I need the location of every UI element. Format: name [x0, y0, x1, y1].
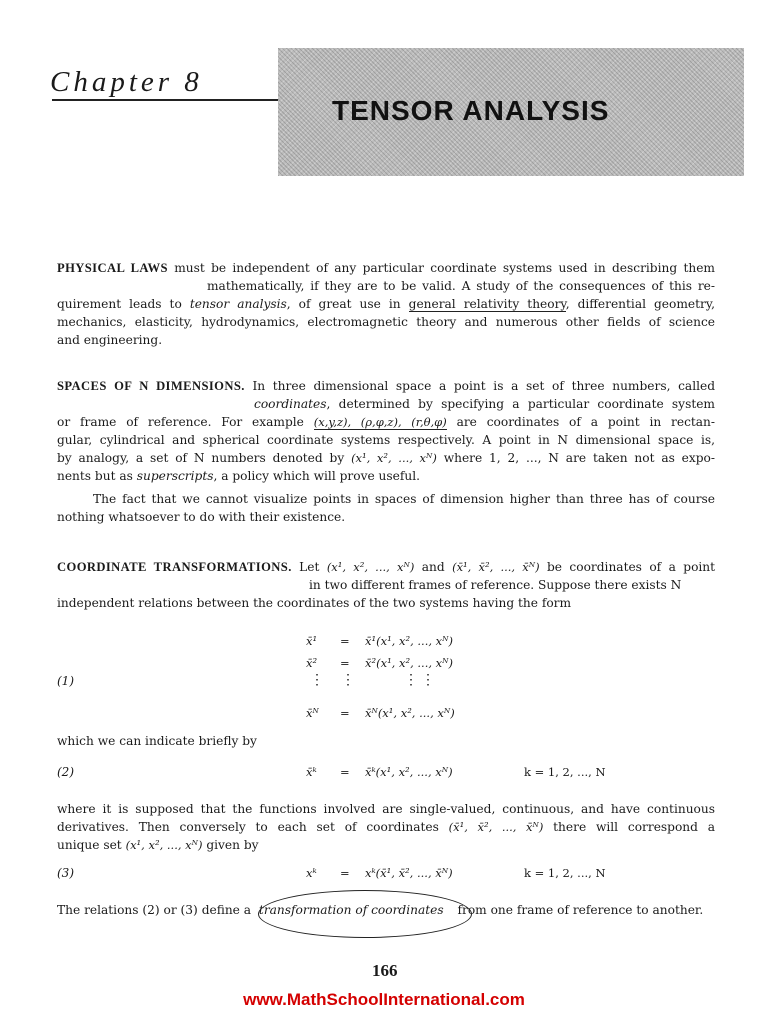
text-line: , determined by specifying a particular coordinate system [326, 397, 715, 411]
eq3-range: k = 1, 2, ..., N [524, 866, 606, 880]
spaces-paragraph-2 [57, 490, 715, 526]
text-line: where it is supposed that the functions involved are single-valued, continuous, and have continuous [57, 802, 715, 816]
eq1-lhs-1: x̄¹ [306, 634, 318, 648]
text-line: , of great use in [286, 297, 401, 311]
underlined-relativity: general relativity theory [408, 297, 566, 311]
term-transformation-of-coordinates: transformation of coordinates [258, 903, 444, 917]
eq2-rhs: x̄ᵏ(x¹, x², ..., xᴺ) [365, 765, 453, 779]
text-line: are coordinates of a point in rectan- [456, 415, 716, 429]
text-line: or frame of reference. For example [57, 415, 304, 429]
eq3-equals: = [340, 866, 350, 880]
text-line: nents but as [57, 469, 133, 483]
text-line: in two different frames of reference. Suppose there exists N [309, 578, 682, 592]
text-line: independent relations between the coordinates of the two systems having the form [57, 596, 572, 610]
text-line: must be independent of any particular coordinate systems used in describing them [174, 261, 715, 275]
text-line: there will correspond a [553, 820, 716, 834]
text-line: The fact that we cannot visualize points in spaces of dimension higher than three has of course [93, 492, 715, 506]
coordinate-transformations-paragraph [57, 558, 715, 612]
coordinate-transformations-heading: COORDINATE TRANSFORMATIONS. [57, 560, 292, 574]
eq1-rhs-1: x̄¹(x¹, x², ..., xᴺ) [365, 634, 453, 648]
vertical-ellipsis: ⋮ [341, 672, 355, 688]
text-line: where 1, 2, ..., N are taken not as expo- [443, 451, 716, 465]
eq3-rhs: xᵏ(x̄¹, x̄², ..., x̄ᴺ) [365, 866, 453, 880]
math-point-bar: (x̄¹, x̄², ..., x̄ᴺ) [448, 820, 544, 834]
eq1-rhs-2: x̄²(x¹, x², ..., xᴺ) [365, 656, 453, 670]
spaces-heading: SPACES OF N DIMENSIONS. [57, 379, 245, 393]
brief-text [57, 732, 715, 750]
vertical-ellipsis: ⋮ [421, 672, 435, 688]
text-line: by analogy, a set of N numbers denoted by [57, 451, 345, 465]
term-superscripts: superscripts [136, 469, 214, 483]
eq2-lhs: x̄ᵏ [306, 765, 317, 779]
text-line: mathematically, if they are to be valid. A study of the consequences of this re- [207, 279, 715, 293]
math-point: (x¹, x², ..., xᴺ) [326, 560, 415, 574]
eq3-lhs: xᵏ [306, 866, 317, 880]
eq1-rhs-n: x̄ᴺ(x¹, x², ..., xᴺ) [365, 706, 455, 720]
eq1-equals-1: = [340, 634, 350, 648]
chapter-label: Chapter 8 [50, 66, 203, 98]
equation-number-1: (1) [57, 674, 74, 688]
vertical-ellipsis: ⋮ [310, 672, 324, 688]
text-line: , a policy which will prove useful. [213, 469, 420, 483]
physical-laws-paragraph [57, 259, 715, 349]
term-coordinates: coordinates [254, 397, 327, 411]
math-point: (x¹, x², ..., xᴺ) [125, 838, 203, 852]
website-link[interactable]: www.MathSchoolInternational.com [243, 990, 525, 1009]
eq2-equals: = [340, 765, 350, 779]
eq2-range: k = 1, 2, ..., N [524, 765, 606, 779]
math-point-bar: (x̄¹, x̄², ..., x̄ᴺ) [452, 560, 540, 574]
text-line: nothing whatsoever to do with their existence. [57, 510, 346, 524]
page-number: 166 [372, 961, 398, 980]
math-point: (x¹, x², ..., xᴺ) [351, 451, 437, 465]
text-line: and engineering. [57, 333, 163, 347]
eq1-lhs-n: x̄ᴺ [306, 706, 319, 720]
text-line: unique set [57, 838, 122, 852]
where-paragraph [57, 800, 715, 854]
spaces-paragraph [57, 377, 715, 485]
text-line: derivatives. Then conversely to each set of coordinates [57, 820, 439, 834]
term-tensor-analysis: tensor analysis [189, 297, 287, 311]
chapter-rule [52, 99, 278, 101]
eq1-equals-2: = [340, 656, 350, 670]
text-line: mechanics, elasticity, hydrodynamics, electromagnetic theory and numerous other fields of science [57, 315, 715, 329]
text-line: given by [206, 838, 259, 852]
text-line: which we can indicate briefly by [57, 734, 257, 748]
text-line: gular, cylindrical and spherical coordinate systems respectively. A point in N dimensional space is, [57, 433, 715, 447]
chapter-title: TENSOR ANALYSIS [332, 95, 610, 126]
text-line: In three dimensional space a point is a set of three numbers, called [252, 379, 716, 393]
equation-number-2: (2) [57, 765, 74, 779]
vertical-ellipsis: ⋮ [404, 672, 418, 688]
math-coordinate-examples: (x,y,z), (ρ,φ,z), (r,θ,φ) [313, 415, 447, 429]
text-line: from one frame of reference to another. [457, 903, 704, 917]
physical-laws-heading: PHYSICAL LAWS [57, 261, 168, 275]
eq1-equals-n: = [340, 706, 350, 720]
equation-number-3: (3) [57, 866, 74, 880]
handwritten-circle-annotation [258, 890, 472, 938]
eq1-lhs-2: x̄² [306, 656, 318, 670]
text-line: quirement leads to [57, 297, 182, 311]
text-line: The relations (2) or (3) define a [57, 903, 252, 917]
text-line: , differential geometry, [565, 297, 715, 311]
text-line: be coordinates of a point [547, 560, 716, 574]
text-line: Let [299, 560, 320, 574]
text-line: and [421, 560, 445, 574]
